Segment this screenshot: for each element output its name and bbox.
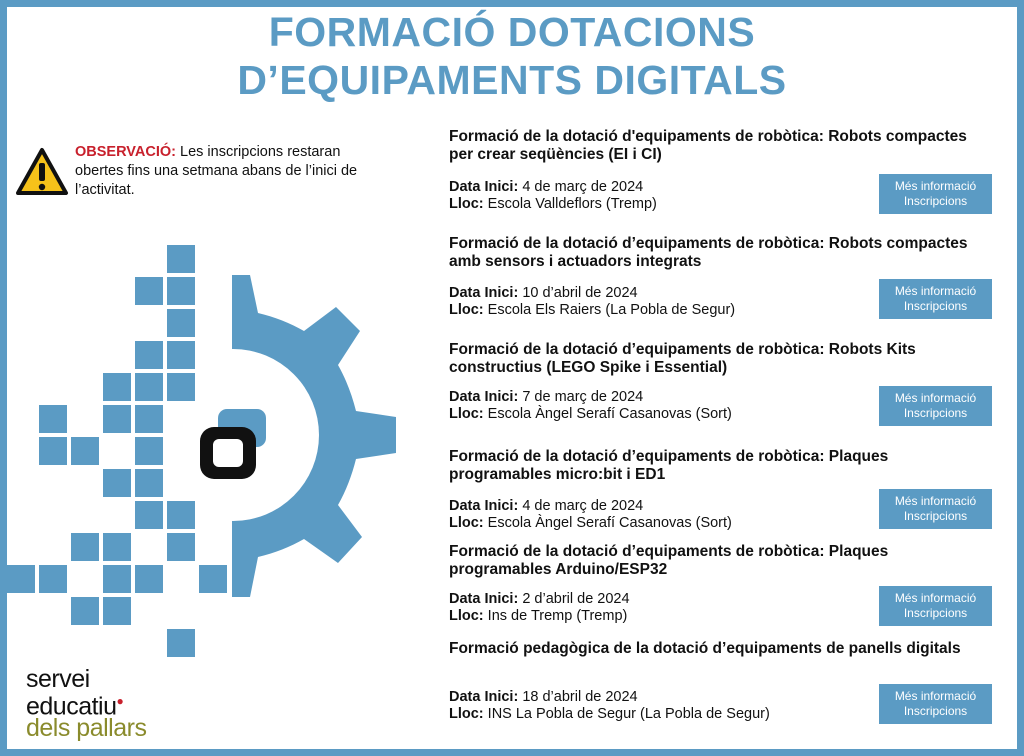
event-actions xyxy=(879,279,992,319)
more-info-link[interactable]: Més informació xyxy=(894,591,977,605)
gear-graphic xyxy=(0,235,420,665)
event-title: Formació de la dotació d’equipaments de robòtica: Robots Kits constructius (LEGO Spike i Essential) xyxy=(449,341,916,376)
event-place: Escola Àngel Serafí Casanovas (Sort) xyxy=(487,406,732,422)
event-place: Ins de Tremp (Tremp) xyxy=(487,608,628,624)
event-title: Formació de la dotació d'equipaments de robòtica: Robots compactes per crear seqüències (EI i CI) xyxy=(449,128,967,163)
event-title: Formació de la dotació d’equipaments de robòtica: Plaques programables micro:bit i ED1 xyxy=(449,448,889,483)
servei-educatiu-logo xyxy=(26,665,147,743)
title-line-2: D’EQUIPAMENTS DIGITALS xyxy=(237,57,787,103)
event-actions xyxy=(879,489,992,529)
register-link[interactable]: Inscripcions xyxy=(903,606,968,620)
event-title: Formació de la dotació d’equipaments de robòtica: Plaques programables Arduino/ESP32 xyxy=(449,543,889,578)
event-place: Escola Valldeflors (Tremp) xyxy=(487,196,657,212)
register-link[interactable]: Inscripcions xyxy=(903,704,968,718)
event-meta: Data Inici: 10 d’abril de 2024 Lloc: Escola Els Raiers (La Pobla de Segur) xyxy=(449,285,736,318)
event-place: Escola Àngel Serafí Casanovas (Sort) xyxy=(487,515,732,531)
event-date: 4 de març de 2024 xyxy=(522,179,644,195)
event-place: INS La Pobla de Segur (La Pobla de Segur) xyxy=(487,706,770,722)
event-meta: Data Inici: 4 de març de 2024 Lloc: Escola Àngel Serafí Casanovas (Sort) xyxy=(449,498,732,531)
event-meta: Data Inici: 2 d’abril de 2024 Lloc: Ins de Tremp (Tremp) xyxy=(449,591,630,624)
page-title xyxy=(0,8,1024,104)
event-meta: Data Inici: 7 de març de 2024 Lloc: Escola Àngel Serafí Casanovas (Sort) xyxy=(449,389,732,422)
event-actions xyxy=(879,174,992,214)
title-line-1: FORMACIÓ DOTACIONS xyxy=(268,9,756,55)
event-meta: Data Inici: 4 de març de 2024 Lloc: Escola Valldeflors (Tremp) xyxy=(449,179,657,212)
register-link[interactable]: Inscripcions xyxy=(903,406,968,420)
register-link[interactable]: Inscripcions xyxy=(903,299,968,313)
more-info-link[interactable]: Més informació xyxy=(894,689,977,703)
more-info-link[interactable]: Més informació xyxy=(894,494,977,508)
event-title: Formació de la dotació d’equipaments de robòtica: Robots compactes amb sensors i actuadors integrats xyxy=(449,235,968,270)
logo-dot-icon: ● xyxy=(116,694,124,708)
event-actions xyxy=(879,586,992,626)
more-info-link[interactable]: Més informació xyxy=(894,179,977,193)
observation-body: Les inscripcions restaran obertes fins una setmana abans de l’inici de l’activitat. xyxy=(75,144,358,198)
warning-icon xyxy=(15,147,69,197)
observation-label: OBSERVACIÓ: xyxy=(75,144,176,160)
event-date: 10 d’abril de 2024 xyxy=(522,285,638,301)
logo-line-2: educatiu● xyxy=(26,692,124,721)
event-title: Formació pedagògica de la dotació d’equipaments de panells digitals xyxy=(449,640,961,657)
more-info-link[interactable]: Més informació xyxy=(894,391,977,405)
register-link[interactable]: Inscripcions xyxy=(903,194,968,208)
logo-line-3: dels pallars xyxy=(26,714,147,743)
more-info-link[interactable]: Més informació xyxy=(894,284,977,298)
event-date: 7 de març de 2024 xyxy=(522,389,644,405)
event-actions xyxy=(879,386,992,426)
event-actions xyxy=(879,684,992,724)
register-link[interactable]: Inscripcions xyxy=(903,509,968,523)
event-date: 18 d’abril de 2024 xyxy=(522,689,638,705)
event-meta: Data Inici: 18 d’abril de 2024 Lloc: INS La Pobla de Segur (La Pobla de Segur) xyxy=(449,689,770,722)
event-date: 4 de març de 2024 xyxy=(522,498,644,514)
observation-text xyxy=(75,143,385,200)
logo-line-1: servei xyxy=(26,665,90,693)
event-date: 2 d’abril de 2024 xyxy=(522,591,630,607)
event-place: Escola Els Raiers (La Pobla de Segur) xyxy=(487,302,736,318)
